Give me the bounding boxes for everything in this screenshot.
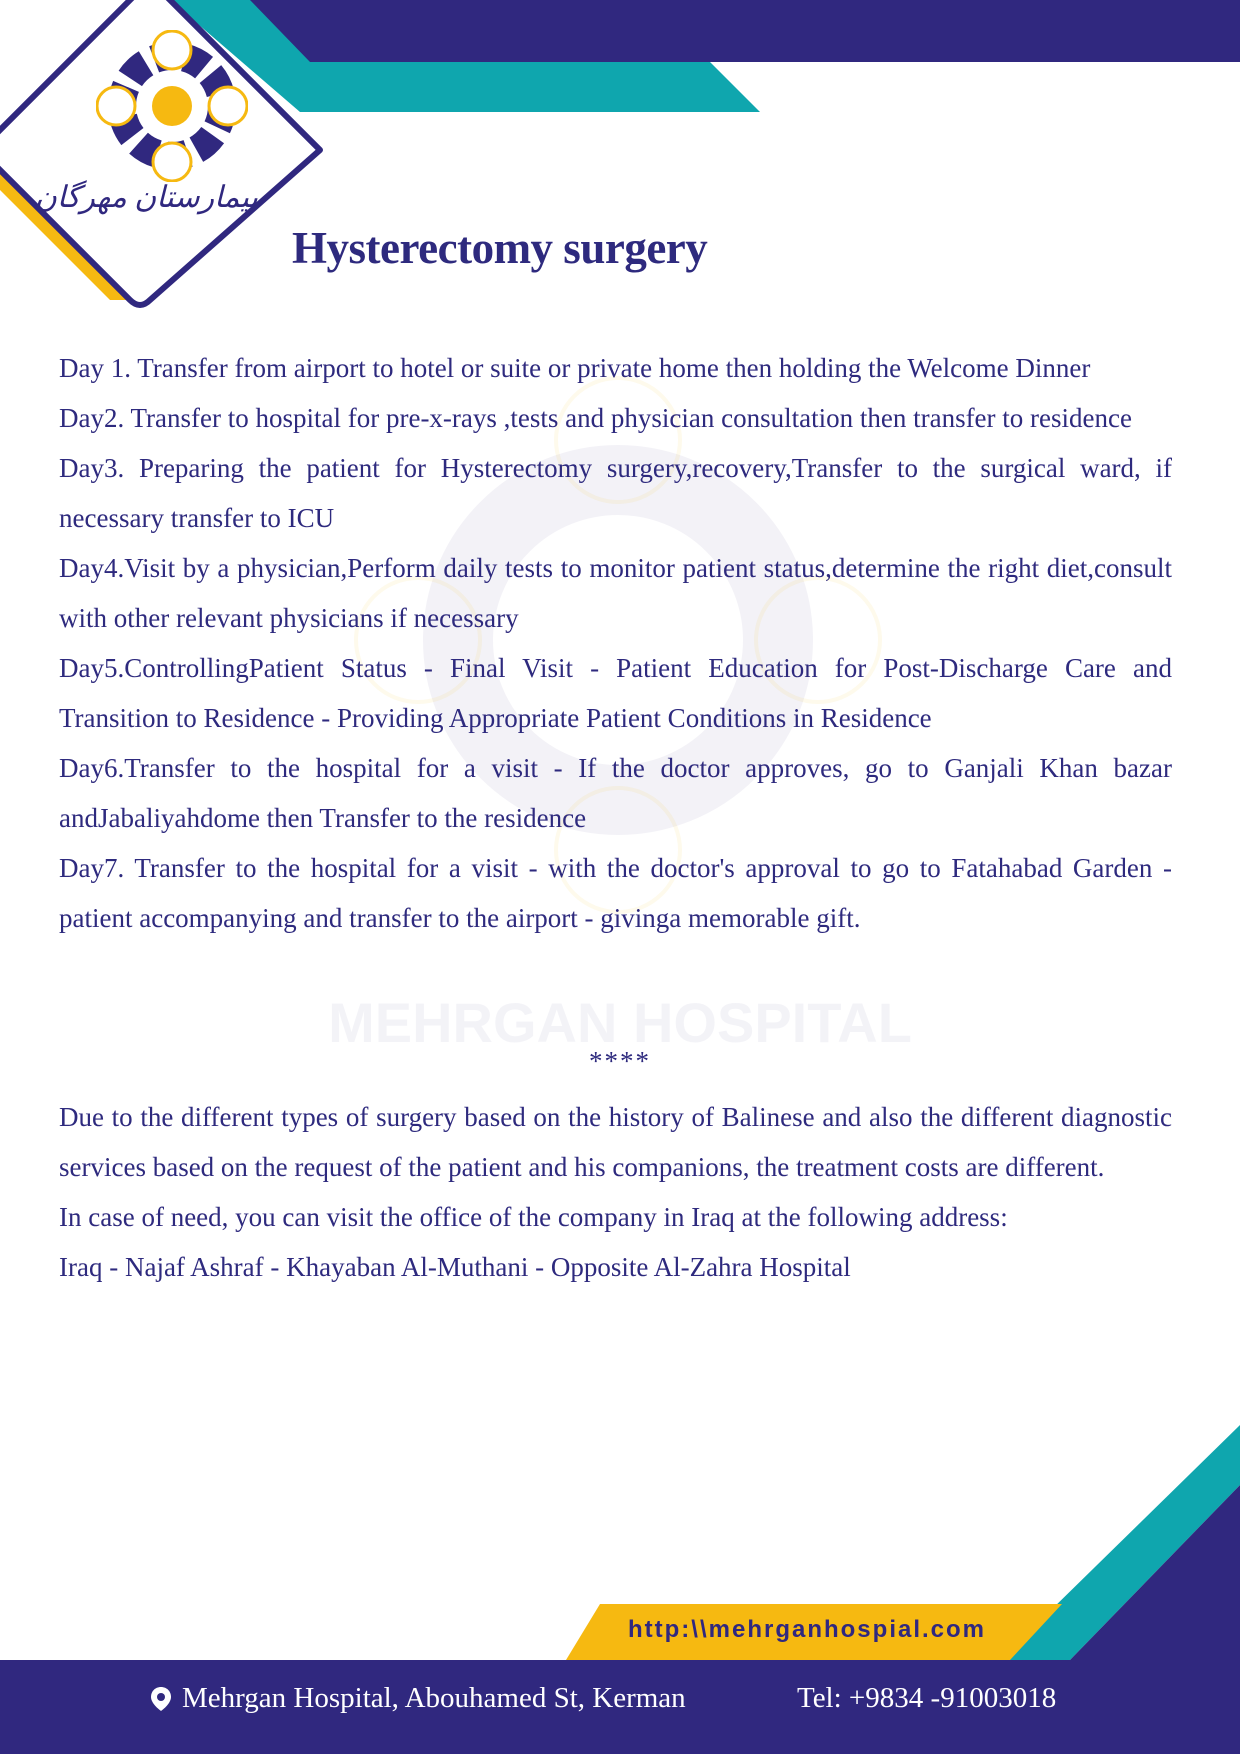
day-item: Day3. Preparing the patient for Hysterectomy surgery,recovery,Transfer to the surgical ward, if necessary transfer to ICU bbox=[59, 453, 1172, 533]
cost-note bbox=[59, 1092, 1172, 1292]
day-item: Day7. Transfer to the hospital for a visit - with the doctor's approval to go to Fatahabad Garden - patient accompanying and transfer to the airport - givinga memorable gift. bbox=[59, 853, 1172, 933]
footer-phone[interactable]: Tel: +9834 -91003018 bbox=[797, 1682, 1057, 1714]
office-line: In case of need, you can visit the office of the company in Iraq at the following address: bbox=[59, 1202, 1008, 1232]
day-item: Day2. Transfer to hospital for pre-x-rays ,tests and physician consultation then transfer to residence bbox=[59, 403, 1132, 433]
footer-address-text: Mehrgan Hospital, Abouhamed St, Kerman bbox=[182, 1682, 686, 1714]
hospital-logo bbox=[96, 30, 248, 187]
day-item: Day4.Visit by a physician,Perform daily tests to monitor patient status,determine the right diet,consult with other relevant physicians if necessary bbox=[59, 553, 1172, 633]
website-link[interactable]: http:\\mehrganhospial.com bbox=[628, 1616, 987, 1643]
page-title: Hysterectomy surgery bbox=[292, 223, 708, 273]
watermark-text: MEHRGAN HOSPITAL bbox=[328, 991, 912, 1054]
office-address: Iraq - Najaf Ashraf - Khayaban Al-Muthani - Opposite Al-Zahra Hospital bbox=[59, 1252, 851, 1282]
map-pin-icon bbox=[150, 1686, 172, 1712]
top-navy-band bbox=[170, 0, 1240, 62]
day-item: Day 1. Transfer from airport to hotel or suite or private home then holding the Welcome Dinner bbox=[59, 353, 1091, 383]
logo-name-fa: بیمارستان مهرگان bbox=[34, 181, 258, 214]
day-item: Day5.ControllingPatient Status - Final Visit - Patient Education for Post-Discharge Care and Transition to Residence - Providing Appropriate Patient Conditions in Residence bbox=[59, 653, 1172, 733]
day-item: Day6.Transfer to the hospital for a visit - If the doctor approves, go to Ganjali Khan bazar andJabaliyahdome then Transfer to the residence bbox=[59, 753, 1172, 833]
itinerary-list bbox=[59, 343, 1172, 943]
footer-address bbox=[150, 1682, 686, 1715]
logo-emblem-icon bbox=[96, 30, 248, 182]
section-separator: **** bbox=[589, 1046, 651, 1076]
note-paragraph: Due to the different types of surgery based on the history of Balinese and also the different diagnostic services based on the request of the patient and his companions, the treatment costs are different. bbox=[59, 1102, 1172, 1182]
